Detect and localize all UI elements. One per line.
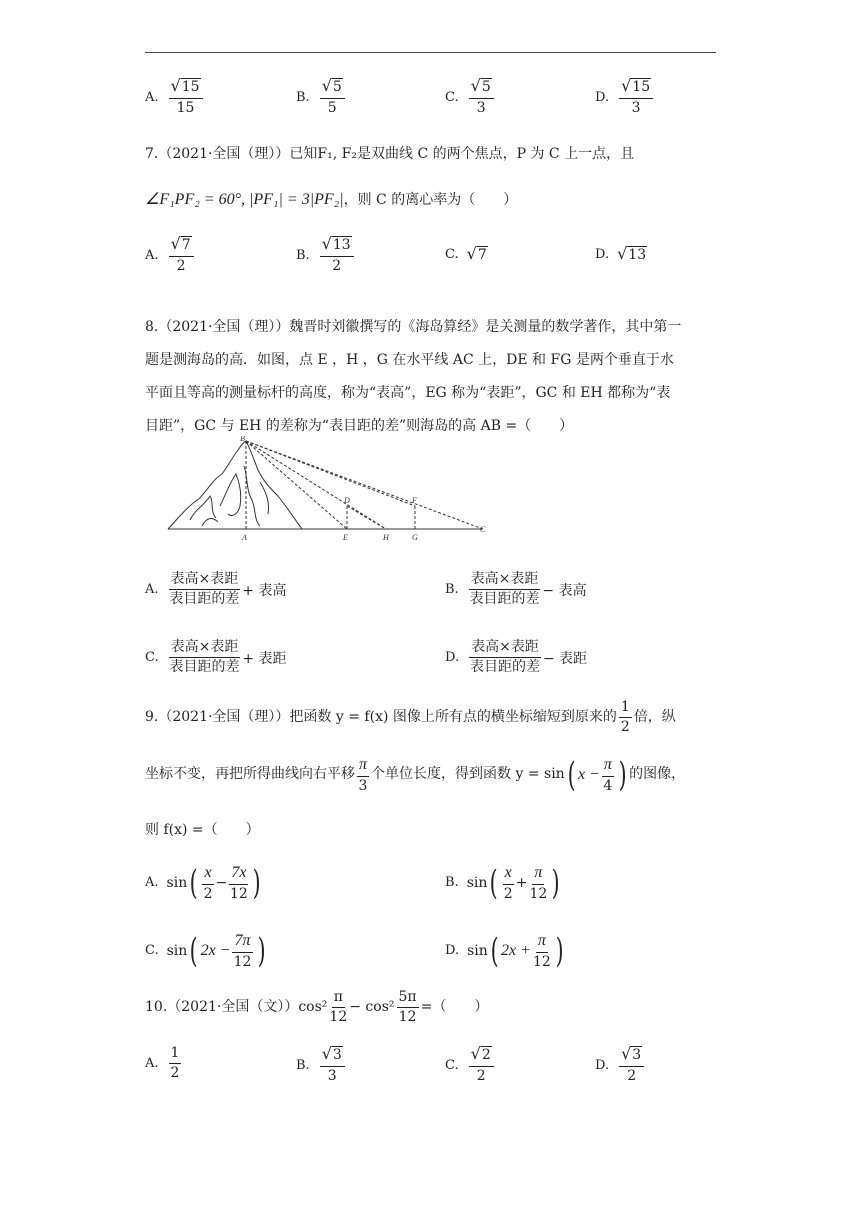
q10-text: − cos² — [349, 999, 395, 1016]
fraction: √ 5 3 — [469, 78, 494, 116]
q8-option-b[interactable] — [445, 572, 587, 608]
radical: √ 7 — [466, 244, 487, 263]
fraction: $\frac{x}{2}$ — [203, 864, 213, 902]
q10-text: 10.（2021·全国（文））cos² — [145, 999, 328, 1016]
fraction: $\frac{\pi}{12}$ — [529, 864, 548, 902]
fraction: $\frac{\text{表高×表距}}{\text{表目距的差}}$ — [469, 639, 540, 676]
q7-option-d[interactable] — [595, 246, 647, 264]
q7-stem-line2 — [145, 188, 716, 212]
q9-arg: x − — [577, 765, 600, 783]
q6-option-a[interactable] — [145, 78, 205, 116]
q8-stem-line1: 8.（2021·全国（理））魏晋时刘徽撰写的《海岛算经》是关测量的数学著作，其中第一 — [145, 319, 682, 335]
q9-stem-line1 — [145, 700, 716, 736]
fraction: $\frac{7\pi}{12}$ — [233, 932, 252, 970]
option-label: A. — [145, 582, 159, 598]
label-b: B — [240, 436, 245, 443]
q9-text: 9.（2021·全国（理））把函数 y = f(x) 图像上所有点的横坐标缩短到原来的 — [145, 709, 617, 726]
mountain-outline — [168, 441, 302, 529]
q10-option-a[interactable] — [145, 1046, 183, 1082]
fraction: $\frac{\pi}{12}$ — [532, 932, 551, 970]
option-label: B. — [296, 247, 310, 263]
fraction: $\frac{5\pi}{12}$ — [398, 989, 417, 1026]
q7-question: ，则 C 的离心率为（ ） — [343, 191, 518, 208]
q7-stem-line1: 7.（2021·全国（理））已知F₁, F₂是双曲线 C 的两个焦点，P 为 C 上一点，且 — [145, 146, 635, 162]
fraction: $\frac{\pi}{12}$ — [329, 989, 348, 1026]
operator: − — [215, 874, 228, 891]
q6-option-c[interactable] — [445, 78, 496, 116]
q8-stem-line3: 平面且等高的测量标杆的高度，称为“表高”，EG 称为“表距”，GC 和 EH 都称为“表 — [145, 385, 671, 401]
q10-option-d[interactable] — [595, 1046, 646, 1084]
option-tail: + 表距 — [242, 650, 287, 667]
radical: √ 13 — [617, 244, 647, 263]
option-label: A. — [145, 89, 159, 105]
island-figure — [160, 436, 495, 546]
header-rule — [145, 52, 716, 53]
option-label: C. — [445, 89, 459, 105]
fraction: √ 3 2 — [619, 1046, 644, 1084]
label-a: A — [242, 533, 247, 542]
option-tail: + 表高 — [242, 582, 287, 599]
q8-option-a[interactable] — [145, 572, 286, 608]
sin-func: sin — [466, 874, 488, 891]
q8-option-c[interactable] — [145, 640, 287, 676]
option-label: D. — [595, 89, 610, 105]
q6-option-d[interactable] — [595, 78, 655, 116]
q8-stem-line4: 目距”，GC 与 EH 的差称为“表目距的差”则海岛的高 AB =（ ） — [145, 418, 574, 434]
option-label: D. — [445, 650, 460, 666]
sin-func: sin — [467, 942, 488, 959]
q10-stem — [145, 990, 716, 1026]
q9-text: 坐标不变，再把所得曲线向右平移 — [145, 766, 355, 783]
option-label: B. — [445, 582, 459, 598]
fraction: √ 7 2 — [169, 236, 194, 274]
fraction: $\frac{1}{2}$ — [170, 1045, 180, 1082]
fraction: $\frac{\text{表高×表距}}{\text{表目距的差}}$ — [169, 639, 240, 676]
fraction: $\frac{x}{2}$ — [503, 864, 513, 902]
label-h: H — [383, 533, 389, 542]
q9-text: 个单位长度，得到函数 y = sin — [371, 766, 565, 783]
option-label: C. — [445, 247, 459, 263]
fraction: √ 15 3 — [619, 78, 653, 116]
option-label: D. — [445, 943, 460, 959]
option-label: A. — [145, 1056, 159, 1072]
q9-stem-line2: 坐标不变，再把所得曲线向右平移 $\frac{\pi}{3}$ 个单位长度，得到函数 y = sin ( x − $\frac{\pi}{4}$ ) 的图像， — [145, 754, 686, 795]
option-label: B. — [296, 89, 310, 105]
sin-func: sin — [166, 874, 188, 891]
option-label: A. — [145, 247, 159, 263]
fraction: $\frac{1}{2}$ — [620, 699, 630, 736]
q9-stem-line3: 则 f(x) =（ ） — [145, 822, 260, 838]
q10-option-c[interactable] — [445, 1046, 496, 1084]
option-tail: − 表距 — [542, 650, 588, 667]
q7-option-a[interactable] — [145, 236, 196, 274]
option-label: C. — [445, 1057, 459, 1073]
fraction: $\frac{\text{表高×表距}}{\text{表目距的差}}$ — [169, 571, 240, 608]
fraction: √ 3 3 — [320, 1046, 345, 1084]
mountain-ridge — [220, 474, 241, 516]
fraction: $\frac{\text{表高×表距}}{\text{表目距的差}}$ — [469, 571, 540, 608]
q9-option-b[interactable]: B. sin ( $\frac{x}{2}$ + $\frac{\pi}{12}$ ) — [445, 862, 560, 903]
q9-option-c[interactable]: C. sin ( 2x − $\frac{7\pi}{12}$ ) — [145, 930, 266, 971]
q9-option-d[interactable]: D. sin ( 2x + $\frac{\pi}{12}$ ) — [445, 930, 564, 971]
q8-option-d[interactable] — [445, 640, 587, 676]
q9-option-a[interactable]: A. sin ( $\frac{x}{2}$ − $\frac{7x}{12}$ ) — [145, 862, 262, 903]
q9-text: 的图像， — [629, 766, 686, 783]
q7-condition: ∠F₁PF₂ = 60°, |PF₁| = 3|PF₂| — [145, 191, 344, 208]
label-c: C — [480, 525, 486, 534]
sight-line-dh — [347, 506, 386, 529]
q6-option-b[interactable] — [296, 78, 347, 116]
fraction: $\frac{\pi}{3}$ — [358, 756, 368, 794]
q9-text: 倍，纵 — [633, 709, 676, 726]
fraction: √ 2 2 — [469, 1046, 494, 1084]
q10-text: =（ ） — [420, 999, 489, 1016]
fraction: √ 5 5 — [320, 78, 345, 116]
label-d: D — [344, 496, 350, 505]
fraction: √ 13 2 — [320, 236, 354, 274]
q10-option-b[interactable] — [296, 1046, 347, 1084]
q9-arg: 2x + — [501, 941, 531, 959]
option-label: C. — [145, 650, 159, 666]
option-label: D. — [595, 1057, 610, 1073]
q7-option-c[interactable] — [445, 246, 488, 264]
fraction: $\frac{\pi}{4}$ — [603, 756, 613, 794]
sight-line-bf — [246, 441, 415, 506]
option-label: D. — [595, 247, 610, 263]
sin-func: sin — [166, 942, 188, 959]
fraction: √ 15 15 — [169, 78, 203, 116]
mountain-ridge — [190, 496, 216, 520]
option-label: B. — [445, 875, 459, 891]
mountain-ridge — [202, 519, 218, 526]
mountain-ridge — [260, 482, 269, 514]
option-label: C. — [145, 943, 159, 959]
label-e: E — [343, 533, 348, 542]
fraction: $\frac{7x}{12}$ — [229, 864, 248, 902]
q7-option-b[interactable] — [296, 236, 356, 274]
option-label: A. — [145, 875, 159, 891]
q8-stem-line2: 题是测海岛的高．如图，点 E ，H ，G 在水平线 AC 上，DE 和 FG 是两个垂直于水 — [145, 352, 674, 368]
option-tail: − 表高 — [542, 582, 587, 599]
operator: + — [515, 874, 528, 891]
label-f: F — [412, 496, 417, 505]
label-g: G — [412, 533, 418, 542]
option-label: B. — [296, 1057, 310, 1073]
q9-arg: 2x − — [200, 941, 231, 959]
